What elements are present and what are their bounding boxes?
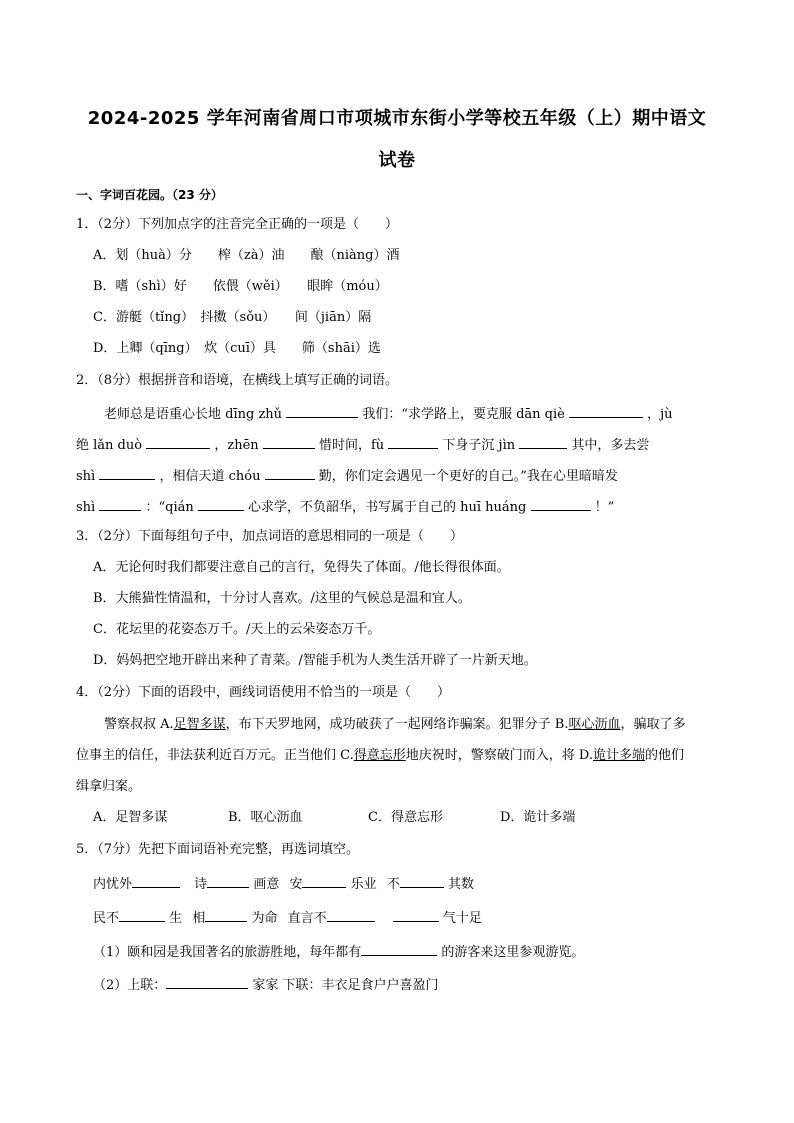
- idiom-text: 气十足: [442, 911, 482, 926]
- question-5-stem: 5．（7分）先把下面词语补充完整，再选词填空。: [76, 842, 360, 857]
- question-5-idiom-row-2: [93, 908, 482, 928]
- answer-blank[interactable]: [519, 435, 567, 449]
- question-3-option-a: A．无论何时我们都要注意自己的言行，免得失了体面。/他长得很体面。: [93, 560, 510, 575]
- answer-blank[interactable]: [119, 908, 165, 922]
- question-3-option-d: D．妈妈把空地开辟出来种了青菜。/智能手机为人类生活开辟了一片新天地。: [93, 653, 537, 668]
- question-2-line-1: [104, 404, 673, 424]
- q2-text: ，相信天道 chóu: [159, 469, 261, 484]
- q2-text: 惜时间，fù: [318, 438, 385, 453]
- q2-text: ！”: [594, 500, 615, 515]
- q4-text: 的他们: [645, 748, 685, 763]
- question-4-passage-line-2: [76, 747, 684, 765]
- idiom-text: 诗: [194, 877, 208, 892]
- answer-blank[interactable]: [302, 874, 346, 888]
- answer-blank[interactable]: [327, 908, 375, 922]
- q2-text: ，jù: [647, 407, 673, 422]
- question-1-option-b: B．嗜（shì）好 依偎（wěi） 眼眸（móu）: [93, 279, 388, 294]
- answer-blank[interactable]: [531, 497, 591, 511]
- q2-text: 老师总是语重心长地 dīng zhǔ: [104, 407, 283, 422]
- q2-text: 勤，你们定会遇见一个更好的自己。”我在心里暗暗发: [318, 469, 618, 484]
- q5-text: 家家 下联：丰衣足食户户喜盈门: [252, 978, 439, 993]
- question-4-stem: 4．（2分）下面的语段中，画线词语使用不恰当的一项是（ ）: [76, 685, 451, 700]
- idiom-text: 其数: [447, 877, 474, 892]
- question-2-line-2: [76, 435, 649, 455]
- underlined-phrase: 诡计多端: [593, 748, 646, 763]
- answer-blank[interactable]: [166, 975, 248, 989]
- answer-blank[interactable]: [286, 404, 358, 418]
- q5-text: 的游客来这里参观游览。: [441, 945, 585, 960]
- question-1-option-d: D．上卿（qīng） 炊（cuī）具 筛（shāi）选: [93, 341, 381, 356]
- q5-text: （1）颐和园是我国著名的旅游胜地，每年都有: [93, 945, 362, 960]
- answer-blank[interactable]: [205, 908, 247, 922]
- question-3-option-c: C．花坛里的花姿态万千。/天上的云朵姿态万千。: [93, 622, 381, 637]
- q4-text: ，骗取了多: [620, 717, 686, 732]
- answer-blank[interactable]: [393, 908, 439, 922]
- answer-blank[interactable]: [99, 466, 155, 480]
- idiom-text: 生: [169, 911, 183, 926]
- question-2-line-3: [76, 466, 618, 486]
- idiom-text: 乐业: [350, 877, 377, 892]
- idiom-text: 画意: [253, 877, 280, 892]
- q2-text: shì: [76, 500, 96, 515]
- answer-blank[interactable]: [361, 942, 437, 956]
- underlined-phrase: 得意忘形: [353, 748, 406, 763]
- question-5-sentence-2: [93, 975, 439, 995]
- q4-text: 警察叔叔 A.: [104, 717, 174, 732]
- question-4-passage-line-1: [104, 716, 686, 734]
- q2-text: 其中，多去尝: [571, 438, 650, 453]
- answer-blank[interactable]: [400, 874, 444, 888]
- q2-text: ：“qián: [145, 500, 194, 515]
- question-3-option-b: B．大熊猫性情温和，十分讨人喜欢。/这里的气候总是温和宜人。: [93, 591, 471, 606]
- q2-text: 下身子沉 jìn: [442, 438, 516, 453]
- question-1-option-c: C．游艇（tǐng） 抖擞（sǒu） 间（jiān）隔: [93, 310, 372, 325]
- answer-blank[interactable]: [263, 435, 315, 449]
- idiom-text: 内忧外: [93, 877, 133, 892]
- question-2-line-4: [76, 497, 614, 517]
- answer-blank[interactable]: [388, 435, 438, 449]
- q4-text: 地庆祝时，警察破门而入，将 D.: [405, 748, 593, 763]
- q2-text: 我们：“求学路上，要克服 dān qiè: [362, 407, 565, 422]
- exam-title-line2: 试卷: [378, 150, 416, 171]
- underlined-phrase: 足智多谋: [173, 717, 226, 732]
- question-3-stem: 3．（2分）下面每组句子中，加点词语的意思相同的一项是（ ）: [76, 529, 464, 544]
- idiom-text: 安: [289, 877, 303, 892]
- answer-blank[interactable]: [198, 497, 244, 511]
- question-1-option-a: A．划（huà）分 榨（zà）油 酿（niàng）酒: [93, 248, 400, 263]
- section-heading: 一、字词百花园。（23 分）: [76, 188, 223, 202]
- q2-text: 绝 lǎn duò: [76, 438, 143, 453]
- idiom-text: 民不: [93, 911, 120, 926]
- question-4-passage-line-3: 缉拿归案。: [76, 779, 142, 794]
- idiom-text: 相: [192, 911, 206, 926]
- underlined-phrase: 呕心沥血: [568, 717, 621, 732]
- answer-blank[interactable]: [146, 435, 210, 449]
- answer-blank[interactable]: [207, 874, 249, 888]
- question-4-option-b: B．呕心沥血: [228, 810, 303, 825]
- question-1-stem: 1．（2分）下列加点字的注音完全正确的一项是（ ）: [76, 217, 399, 232]
- question-5-idiom-row-1: [93, 874, 474, 894]
- idiom-text: 不: [386, 877, 400, 892]
- question-2-stem: 2．（8分）根据拼音和语境，在横线上填写正确的词语。: [76, 373, 399, 388]
- answer-blank[interactable]: [569, 404, 643, 418]
- question-4-option-c: C．得意忘形: [368, 810, 443, 825]
- q2-text: 心求学，不负韶华，书写属于自己的 huī huáng: [248, 500, 527, 515]
- q4-text: ，布下天罗地网，成功破获了一起网络诈骗案。犯罪分子 B.: [225, 717, 569, 732]
- answer-blank[interactable]: [132, 874, 180, 888]
- exam-title-line1: 2024-2025 学年河南省周口市项城市东街小学等校五年级（上）期中语文: [87, 108, 707, 129]
- idiom-text: 为命: [251, 911, 278, 926]
- idiom-text: 直言不: [287, 911, 327, 926]
- q2-text: shì: [76, 469, 96, 484]
- q2-text: ，zhēn: [214, 438, 259, 453]
- question-4-option-a: A．足智多谋: [93, 810, 168, 825]
- answer-blank[interactable]: [265, 466, 315, 480]
- q5-text: （2）上联：: [93, 978, 167, 993]
- q4-text: 位事主的信任，非法获利近百万元。正当他们 C.: [76, 748, 354, 763]
- question-4-option-d: D．诡计多端: [500, 810, 576, 825]
- question-4-options: [93, 809, 575, 827]
- question-5-sentence-1: [93, 942, 584, 962]
- answer-blank[interactable]: [99, 497, 141, 511]
